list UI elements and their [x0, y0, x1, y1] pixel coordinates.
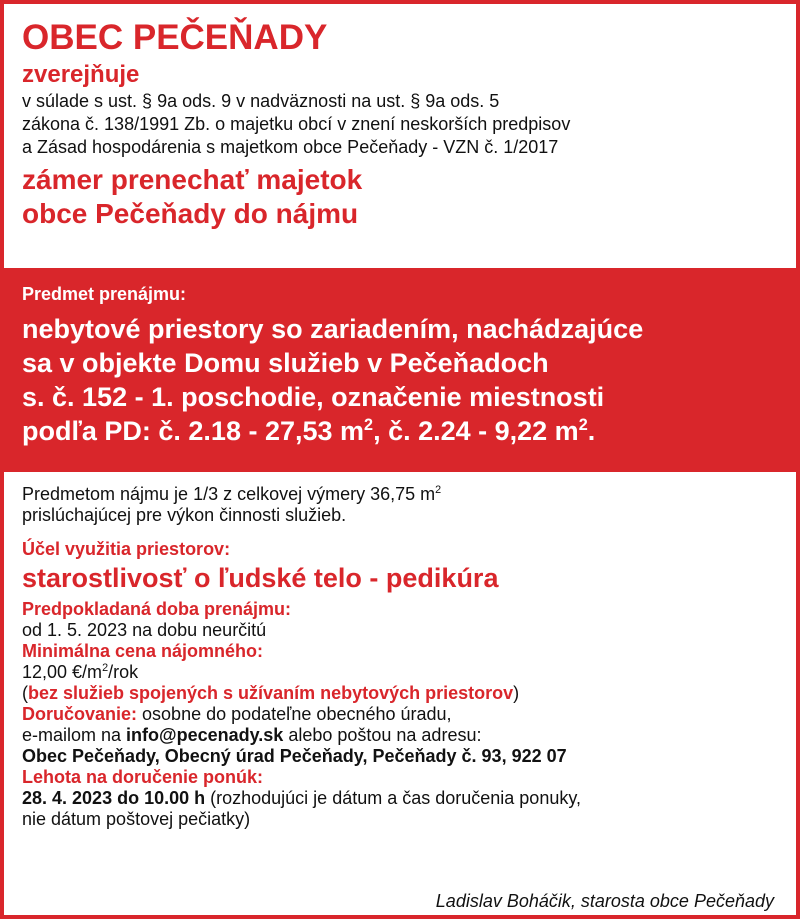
legal-line: a Zásad hospodárenia s majetkom obce Pečeňady - VZN č. 1/2017 [22, 137, 559, 157]
superscript: 2 [102, 662, 109, 674]
signature: Ladislav Boháčik, starosta obce Pečeňady [435, 891, 774, 911]
intent-line: zámer prenechať majetok [22, 164, 363, 195]
email-pre: e-mailom na [22, 725, 127, 745]
email-line [22, 725, 796, 746]
details-section [4, 484, 796, 830]
deadline-label: Lehota na doručenie ponúk: [22, 767, 264, 787]
duration-label: Predpokladaná doba prenájmu: [22, 599, 292, 619]
purpose-label: Účel využitia priestorov: [22, 539, 231, 559]
postal-address: Obec Pečeňady, Obecný úrad Pečeňady, Pečeňady č. 93, 922 07 [22, 746, 567, 766]
note-open: ( [22, 683, 28, 703]
price-value [22, 662, 796, 683]
email-post: alebo poštou na adresu: [283, 725, 482, 745]
subject-line4-a: podľa PD: č. 2.18 - 27,53 m [22, 416, 365, 446]
deadline-value: 28. 4. 2023 do 10.00 h [22, 788, 206, 808]
subject-line4-b: , č. 2.24 - 9,22 m [373, 416, 579, 446]
superscript: 2 [435, 484, 442, 496]
subject-line: sa v objekte Domu služieb v Pečeňadoch [22, 348, 549, 378]
legal-basis [22, 90, 796, 159]
purpose-value: starostlivosť o ľudské telo - pedikúra [22, 563, 499, 593]
price-note [22, 683, 796, 704]
subject-label: Predmet prenájmu: [22, 284, 187, 304]
deadline-note-2: nie dátum poštovej pečiatky) [22, 809, 251, 829]
delivery-line [22, 704, 796, 725]
deadline-note: (rozhodujúci je dátum a čas doručenia ponuky, [205, 788, 582, 808]
note-text: bez služieb spojených s užívaním nebytových priestorov [28, 683, 514, 703]
subject-line4-c: . [587, 416, 596, 446]
delivery-label: Doručovanie: [22, 704, 138, 724]
superscript: 2 [364, 416, 374, 434]
price-label: Minimálna cena nájomného: [22, 641, 264, 661]
share-text [22, 484, 796, 505]
subtitle: zverejňuje [22, 61, 140, 88]
price-b: /rok [108, 662, 139, 682]
delivery-text: osobne do podateľne obecného úradu, [137, 704, 452, 724]
superscript: 2 [578, 416, 588, 434]
share-text-a: Predmetom nájmu je 1/3 z celkovej výmery 36,75 m [22, 484, 436, 504]
email-link[interactable]: info@pecenady.sk [126, 725, 284, 745]
subject-line [22, 414, 796, 448]
price-a: 12,00 €/m [22, 662, 103, 682]
page-title: OBEC PEČEŇADY [22, 18, 328, 57]
duration-value: od 1. 5. 2023 na dobu neurčitú [22, 620, 267, 640]
intent-line: obce Pečeňady do nájmu [22, 198, 359, 229]
subject-text [22, 312, 796, 448]
legal-line: v súlade s ust. § 9a ods. 9 v nadväznosti na ust. § 9a ods. 5 [22, 91, 500, 111]
subject-line: nebytové priestory so zariadením, nachádzajúce [22, 314, 644, 344]
header-section [4, 4, 796, 231]
legal-line: zákona č. 138/1991 Zb. o majetku obcí v znení neskorších predpisov [22, 114, 571, 134]
share-text-b: prislúchajúcej pre výkon činnosti služieb. [22, 505, 347, 525]
subject-line: s. č. 152 - 1. poschodie, označenie miestnosti [22, 382, 605, 412]
subject-band [4, 268, 796, 472]
intent-heading [22, 163, 796, 231]
deadline-line [22, 788, 796, 809]
note-close: ) [513, 683, 520, 703]
